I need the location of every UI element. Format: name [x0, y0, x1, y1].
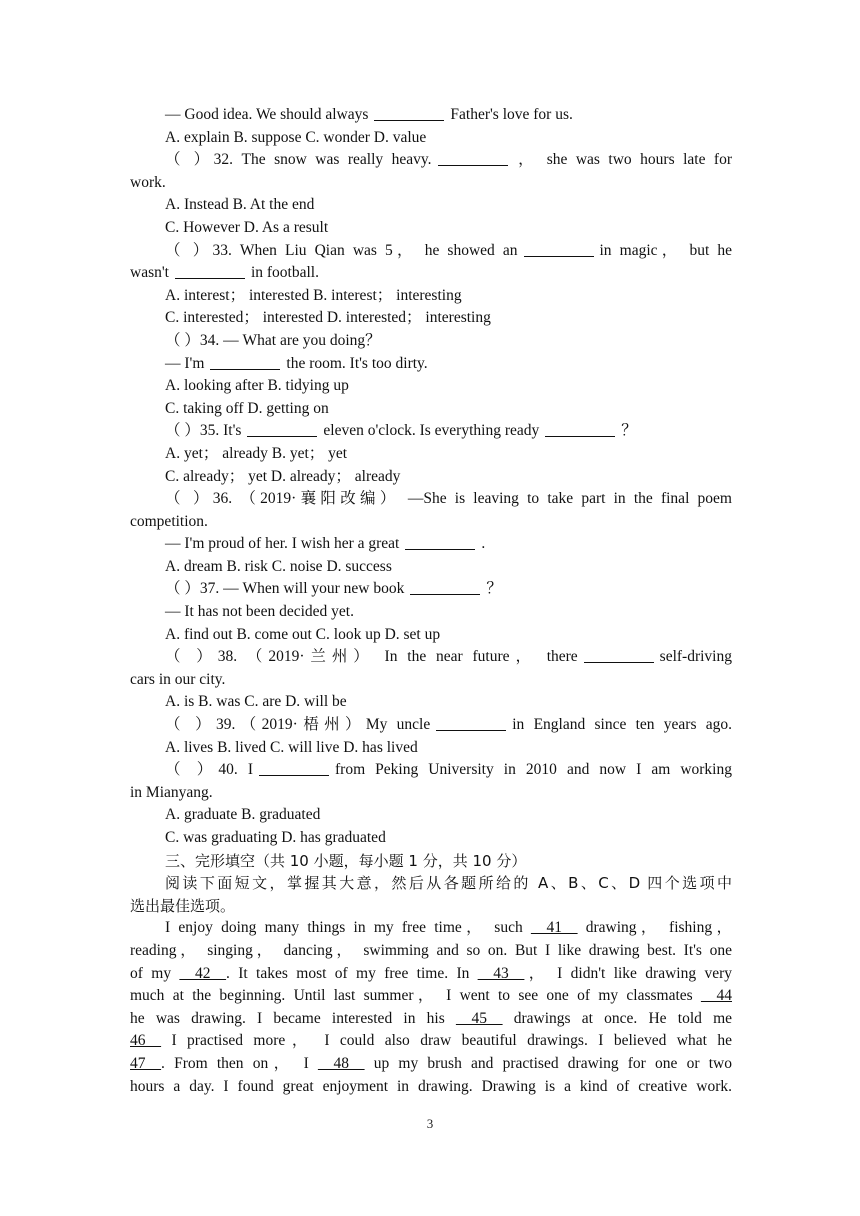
answer-blank — [175, 264, 245, 279]
q38-options: A. is B. was C. are D. will be — [165, 693, 347, 711]
answer-blank — [410, 580, 480, 595]
section-instruction-cont: 选出最佳选项。 — [130, 896, 236, 915]
q32-stem: （ ）32. The snow was really heavy. ， she was two hours late for — [165, 151, 732, 169]
q38-stem: （ ）38. （2019·兰州） In the near future， there self-driving — [165, 648, 732, 666]
passage-line: 47__. From then on， I __48__ up my brush and practised drawing for one or two — [130, 1054, 732, 1072]
q33-stem: （ ）33. When Liu Qian was 5， he showed an in magic， but he — [165, 241, 732, 259]
passage-line: hours a day. I found great enjoyment in drawing. Drawing is a kind of creative work. — [130, 1077, 732, 1095]
answer-blank — [374, 106, 444, 121]
q33-options-ab: A. interest； interested B. interest； interesting — [165, 286, 462, 304]
q35-options-cd: C. already； yet D. already； already — [165, 467, 401, 485]
answer-blank — [405, 535, 475, 550]
blank-number: __48__ — [317, 1054, 365, 1072]
answer-blank — [438, 151, 508, 166]
q40-options-cd: C. was graduating D. has graduated — [165, 829, 386, 846]
q34-dialogue-line: — I'm the room. It's too dirty. — [165, 354, 428, 372]
answer-blank — [259, 761, 329, 776]
q40-stem-cont: in Mianyang. — [130, 783, 213, 801]
q39-stem: （ ）39.（2019·梧州）My uncle in England since ten years ago. — [165, 716, 733, 734]
q32-options-ab: A. Instead B. At the end — [165, 196, 315, 214]
q40-options-ab: A. graduate B. graduated — [165, 806, 321, 824]
passage-line: I enjoy doing many things in my free time， such __41__ drawing， fishing， — [165, 919, 732, 937]
blank-number: __45__ — [455, 1009, 503, 1027]
blank-number: 47__ — [130, 1054, 161, 1072]
blank-number: __42__ — [179, 964, 226, 982]
answer-blank — [210, 355, 280, 370]
passage-line: much at the beginning. Until last summer， I went to see one of my classmates __44 — [130, 987, 732, 1005]
q40-stem: （ ）40. I from Peking University in 2010 and now I am working — [165, 761, 732, 779]
q36-stem-cont: competition. — [130, 512, 208, 530]
q39-options: A. lives B. lived C. will live D. has lived — [165, 738, 418, 756]
q35-stem: （ ）35. It's eleven o'clock. Is everything ready ？ — [165, 422, 637, 440]
answer-blank — [247, 422, 317, 437]
section-heading: 三、完形填空（共 10 小题，每小题 1 分，共 10 分） — [165, 851, 527, 870]
passage-line: he was drawing. I became interested in his __45__ drawings at once. He told me — [130, 1009, 733, 1027]
page-number: 3 — [426, 1116, 434, 1131]
passage-line: reading， singing， dancing， swimming and so on. But I like drawing best. It's one — [130, 941, 732, 959]
q32-options-cd: C. However D. As a result — [165, 218, 329, 236]
q33-options-cd: C. interested； interested D. interested； interesting — [165, 309, 491, 327]
q33-stem-cont: wasn't in football. — [130, 264, 319, 282]
answer-blank — [545, 422, 615, 437]
q34-options-ab: A. looking after B. tidying up — [165, 377, 349, 395]
q36-options: A. dream B. risk C. noise D. success — [165, 557, 392, 575]
blank-number: __44 — [701, 987, 732, 1005]
q35-options-ab: A. yet； already B. yet； yet — [165, 444, 348, 462]
q32-stem-cont: work. — [130, 173, 166, 191]
q37-stem: （ ）37. — When will your new book ？ — [165, 580, 502, 598]
q34-options-cd: C. taking off D. getting on — [165, 399, 329, 417]
passage-line: 46__ I practised more， I could also draw beautiful drawings. I believed what he — [130, 1032, 732, 1050]
q34-stem: （ ）34. — What are you doing？ — [165, 331, 381, 349]
answer-blank — [584, 648, 654, 663]
document-page — [130, 104, 732, 1098]
q36-stem: （ ）36. （2019·襄阳改编） —She is leaving to take part in the final poem — [165, 490, 732, 508]
q37-options: A. find out B. come out C. look up D. set up — [165, 625, 441, 643]
passage-line: of my __42__. It takes most of my free time. In __43__， I didn't like drawing very — [130, 964, 733, 982]
q37-dialogue-line: — It has not been decided yet. — [165, 603, 354, 621]
answer-blank — [436, 716, 506, 731]
q38-stem-cont: cars in our city. — [130, 670, 226, 688]
q31-options: A. explain B. suppose C. wonder D. value — [165, 128, 427, 146]
blank-number: __41__ — [530, 919, 578, 937]
q31-dialogue-line: — Good idea. We should always Father's love for us. — [165, 106, 573, 123]
blank-number: 46__ — [130, 1032, 161, 1050]
answer-blank — [524, 242, 594, 257]
blank-number: __43__ — [477, 964, 525, 982]
q36-dialogue-line: — I'm proud of her. I wish her a great . — [165, 535, 486, 553]
section-instruction: 阅读下面短文，掌握其大意，然后从各题所给的 A、B、C、D 四个选项中 — [165, 874, 732, 893]
